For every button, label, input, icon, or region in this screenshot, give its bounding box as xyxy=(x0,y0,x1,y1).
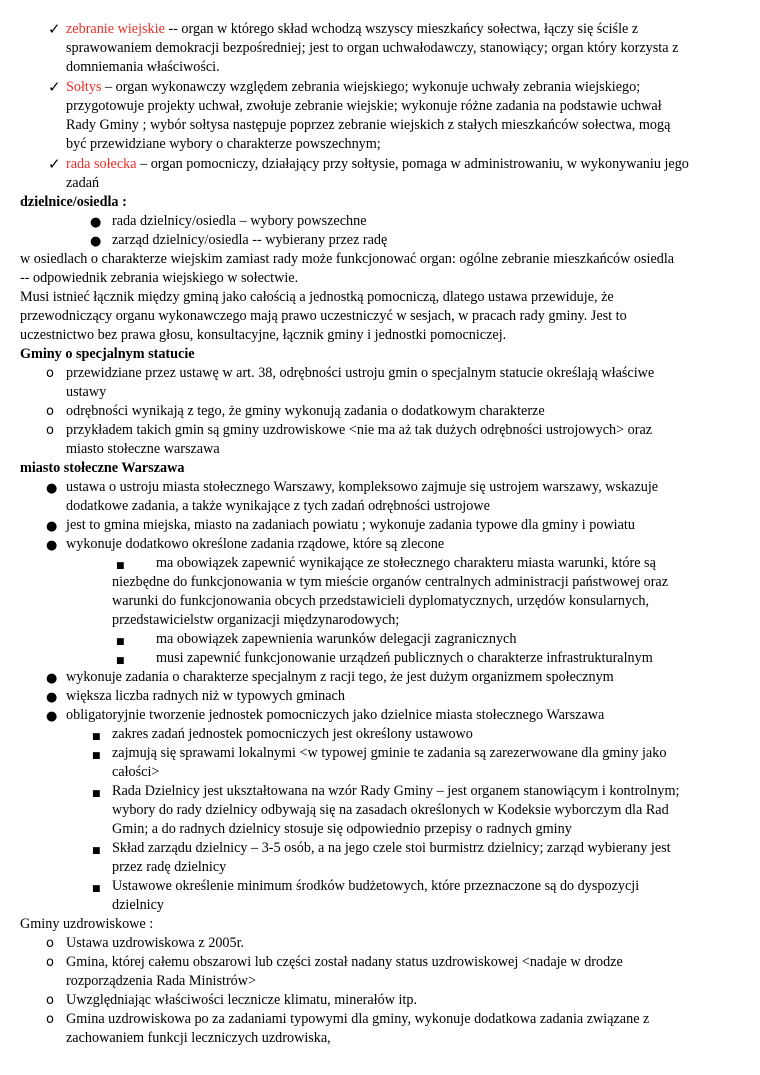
list-item: ma obowiązek zapewnienia warunków delegacji zagranicznych xyxy=(156,631,517,647)
square-bullet-icon: ■ xyxy=(116,561,125,571)
list-item-continuation: Gmin; a do radnych dzielnicy stosuje się odpowiednio przepisy o radnych gminy xyxy=(112,821,572,837)
list-item-continuation: niezbędne do funkcjonowania w tym mieście organów centralnych administracji państwowej oraz xyxy=(112,574,669,590)
circle-bullet-icon: o xyxy=(46,955,54,970)
paragraph-line: przewodniczący organu wykonawczego mają prawo uczestniczyć w sesjach, w pracach rady gminy. Jest to xyxy=(20,308,627,324)
bullet-icon: ● xyxy=(90,234,102,249)
list-item-continuation: zachowaniem funkcji leczniczych uzdrowiska, xyxy=(66,1030,331,1046)
square-bullet-icon: ■ xyxy=(92,884,101,894)
square-bullet-icon: ■ xyxy=(116,656,125,666)
circle-bullet-icon: o xyxy=(46,366,54,381)
list-item: jest to gmina miejska, miasto na zadaniach powiatu ; wykonuje zadania typowe dla gminy i powiatu xyxy=(66,517,635,533)
list-item: obligatoryjnie tworzenie jednostek pomocniczych jako dzielnice miasta stołecznego Warszawa xyxy=(66,707,605,723)
paragraph-line: zadań xyxy=(66,175,100,191)
bullet-icon: ● xyxy=(46,481,58,496)
list-item: zarząd dzielnicy/osiedla -- wybierany przez radę xyxy=(112,232,388,248)
list-item-continuation: całości> xyxy=(112,764,160,780)
list-item-continuation: ustawy xyxy=(66,384,107,400)
list-item: Skład zarządu dzielnicy – 3-5 osób, a na jego czele stoi burmistrz dzielnicy; zarząd wybierany jest xyxy=(112,840,671,856)
paragraph-line: Rady Gminy ; wybór sołtysa następuje poprzez zebranie wiejskich z stałych mieszkańców sołectwa, mogą xyxy=(66,117,671,133)
checkmark-icon: ✓ xyxy=(48,155,61,173)
list-item-continuation: przedstawicielstw organizacji międzynarodowych; xyxy=(112,612,400,628)
list-item-continuation: dzielnicy xyxy=(112,897,164,913)
circle-bullet-icon: o xyxy=(46,936,54,951)
square-bullet-icon: ■ xyxy=(116,637,125,647)
list-item-continuation: dodatkowe zadania, a także wynikające z tych zadań odrębności ustrojowe xyxy=(66,498,490,514)
list-item-continuation: miasto stołeczne warszawa xyxy=(66,441,220,457)
list-item: przewidziane przez ustawę w art. 38, odrębności ustroju gmin o specjalnym statucie określają właściwe xyxy=(66,365,655,381)
circle-bullet-icon: o xyxy=(46,404,54,419)
paragraph-line: domniemania właściwości. xyxy=(66,59,220,75)
bullet-icon: ● xyxy=(46,519,58,534)
section-heading-dzielnice: dzielnice/osiedla : xyxy=(20,194,127,210)
list-item: ustawa o ustroju miasta stołecznego Warszawy, kompleksowo zajmuje się ustrojem warszawy, wskazuje xyxy=(66,479,659,495)
term-rada-solecka: rada sołecka xyxy=(66,156,137,172)
list-item: Ustawa uzdrowiskowa z 2005r. xyxy=(66,935,245,951)
checkmark-icon: ✓ xyxy=(48,78,61,96)
paragraph-line: -- odpowiednik zebrania wiejskiego w sołectwie. xyxy=(20,270,299,286)
paragraph-line: zebranie wiejskie -- organ w którego skład wchodzą wszyscy mieszkańcy sołectwa, łączy się ściśle z xyxy=(66,21,639,37)
checkmark-icon: ✓ xyxy=(48,20,61,38)
list-item: Rada Dzielnicy jest ukształtowana na wzór Rady Gminy – jest organem stanowiącym i kontrolnym; xyxy=(112,783,680,799)
paragraph-line: uczestnictwo bez prawa głosu, konsultacyjne, łącznik gminy i jednostki pomocniczej. xyxy=(20,327,507,343)
list-item: wykonuje dodatkowo określone zadania rządowe, które są zlecone xyxy=(66,536,445,552)
square-bullet-icon: ■ xyxy=(92,846,101,856)
list-item-continuation: wybory do rady dzielnicy odbywają się na zasadach określonych w Kodeksie wyborczym dla Rad xyxy=(112,802,669,818)
paragraph-line: w osiedlach o charakterze wiejskim zamiast rady może funkcjonować organ: ogólne zebranie mieszkańców osiedla xyxy=(20,251,675,267)
term-zebranie-wiejskie: zebranie wiejskie xyxy=(66,21,165,37)
list-item: Gmina uzdrowiskowa po za zadaniami typowymi dla gminy, wykonuje dodatkowa zadania związane z xyxy=(66,1011,650,1027)
list-item: musi zapewnić funkcjonowanie urządzeń publicznych o charakterze infrastrukturalnym xyxy=(156,650,653,666)
paragraph-line: sprawowaniem demokracji bezpośredniej; jest to organ uchwałodawczy, stanowiący; organ który korzysta z xyxy=(66,40,679,56)
list-item: ma obowiązek zapewnić wynikające ze stołecznego charakteru miasta warunki, które są xyxy=(156,555,656,571)
square-bullet-icon: ■ xyxy=(92,732,101,742)
list-item: większa liczba radnych niż w typowych gminach xyxy=(66,688,345,704)
section-heading-warszawa: miasto stołeczne Warszawa xyxy=(20,460,185,476)
list-item: zajmują się sprawami lokalnymi <w typowej gminie te zadania są zarezerwowane dla gminy jako xyxy=(112,745,667,761)
circle-bullet-icon: o xyxy=(46,993,54,1008)
circle-bullet-icon: o xyxy=(46,1012,54,1027)
bullet-icon: ● xyxy=(46,538,58,553)
section-heading-uzdrowiskowe: Gminy uzdrowiskowe : xyxy=(20,916,154,932)
paragraph-line: być przewidziane wybory o charakterze powszechnym; xyxy=(66,136,381,152)
list-item: odrębności wynikają z tego, że gminy wykonują zadania o dodatkowym charakterze xyxy=(66,403,545,419)
section-heading-specjalny-statut: Gminy o specjalnym statucie xyxy=(20,346,195,362)
list-item: wykonuje zadania o charakterze specjalnym z racji tego, że jest dużym organizmem społecznym xyxy=(66,669,614,685)
bullet-icon: ● xyxy=(46,709,58,724)
bullet-icon: ● xyxy=(46,690,58,705)
list-item: Gmina, której całemu obszarowi lub części został nadany status uzdrowiskowej <nadaje w drodze xyxy=(66,954,623,970)
list-item-continuation: warunki do funkcjonowania obcych przedstawicieli dyplomatycznych, urzędów konsularnych, xyxy=(112,593,649,609)
list-item: przykładem takich gmin są gminy uzdrowiskowe <nie ma aż tak dużych odrębności ustrojowych> oraz xyxy=(66,422,653,438)
paragraph-line: przygotowuje projekty uchwał, zwołuje zebranie wiejskie; wykonuje różne zadania na podstawie uchwał xyxy=(66,98,662,114)
list-item: Uwzględniając właściwości lecznicze klimatu, minerałów itp. xyxy=(66,992,418,1008)
paragraph-line: Musi istnieć łącznik między gminą jako całością a jednostką pomocniczą, dlatego ustawa przewiduje, że xyxy=(20,289,614,305)
paragraph-line: rada sołecka – organ pomocniczy, działający przy sołtysie, pomaga w administrowaniu, w wykonywaniu jego xyxy=(66,156,689,172)
list-item-continuation: rozporządzenia Rada Ministrów> xyxy=(66,973,257,989)
term-soltys: Sołtys xyxy=(66,79,102,95)
square-bullet-icon: ■ xyxy=(92,789,101,799)
square-bullet-icon: ■ xyxy=(92,751,101,761)
paragraph-line: Sołtys – organ wykonawczy względem zebrania wiejskiego; wykonuje uchwały zebrania wiejskiego; xyxy=(66,79,641,95)
list-item-continuation: przez radę dzielnicy xyxy=(112,859,227,875)
bullet-icon: ● xyxy=(90,215,102,230)
bullet-icon: ● xyxy=(46,671,58,686)
list-item: Ustawowe określenie minimum środków budżetowych, które przeznaczone są do dyspozycji xyxy=(112,878,640,894)
circle-bullet-icon: o xyxy=(46,423,54,438)
list-item: rada dzielnicy/osiedla – wybory powszechne xyxy=(112,213,367,229)
list-item: zakres zadań jednostek pomocniczych jest określony ustawowo xyxy=(112,726,473,742)
